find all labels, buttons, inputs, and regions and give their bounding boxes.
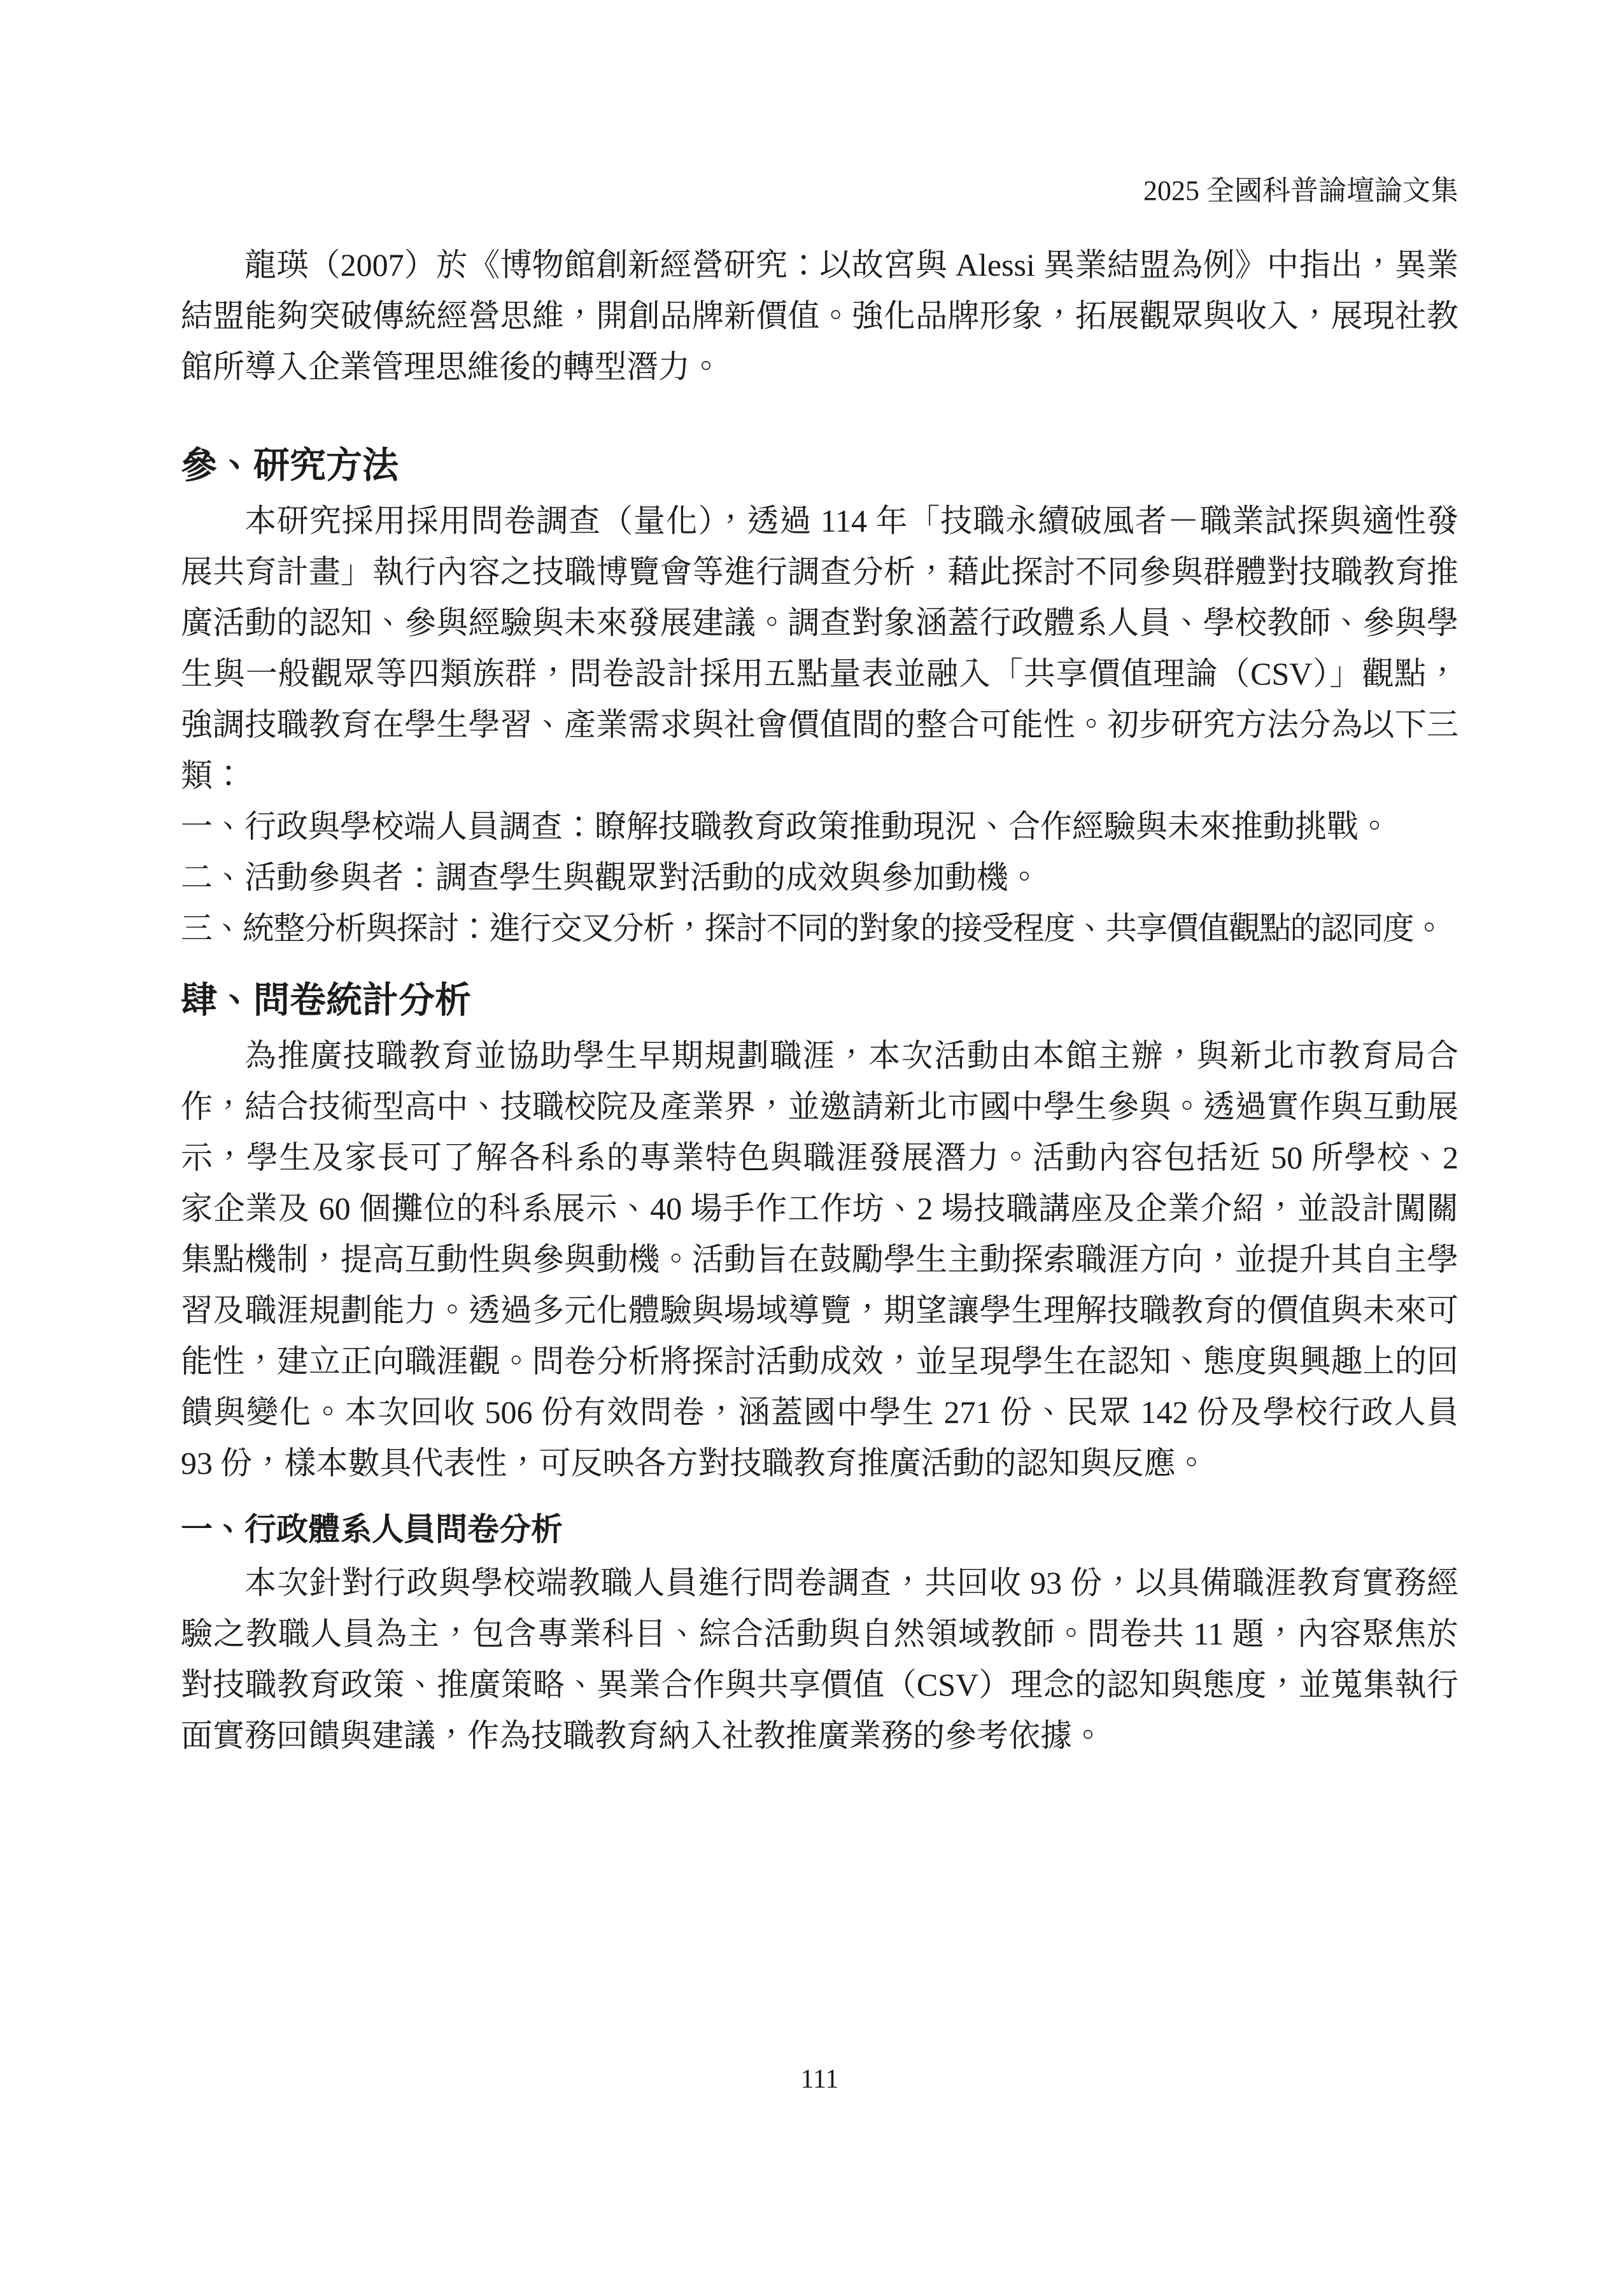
list-item-1: 一、行政與學校端人員調查：瞭解技職教育政策推動現況、合作經驗與未來推動挑戰。 <box>181 809 1390 844</box>
page-number: 111 <box>800 2065 839 2094</box>
section-heading-methods: 參、研究方法 <box>181 446 399 486</box>
subsection-heading-admin-survey: 一、行政體系人員問卷分析 <box>181 1511 563 1547</box>
survey-paragraph: 為推廣技職教育並協助學生早期規劃職涯，本次活動由本館主辦，與新北市教育局合作，結合技術型高中、技職校院及產業界，並邀請新北市國中學生參與。透過實作與互動展示，學生及家長可了解各科系的專業特色與職涯發展潛力。活動內容包括近 50 所學校、2 家企業及 60 個攤位的科系展示、40 場手作工作坊、2 場技職講座及企業介紹，並設計闖關集點機制，提高互動性與參與動機。活動旨在鼓勵學生主動探索職涯方向，並提升其自主學習及職涯規劃能力。透過多元化體驗與場域導覽，期望讓學生理解技職教育的價值與未來可能性，建立正向職涯觀。問卷分析將探討活動成效，並呈現學生在認知、態度與興趣上的回饋與變化。本次回收 506 份有效問卷，涵蓋國中學生 271 份、民眾 142 份及學校行政人員 93 份，樣本數具代表性，可反映各方對技職教育推廣活動的認知與反應。 <box>181 1038 1458 1481</box>
admin-survey-paragraph: 本次針對行政與學校端教職人員進行問卷調查，共回收 93 份，以具備職涯教育實務經驗之教職人員為主，包含專業科目、綜合活動與自然領域教師。問卷共 11 題，內容聚焦於對技職教育政策、推廣策略、異業合作與共享價值（CSV）理念的認知與態度，並蒐集執行面實務回饋與建議，作為技職教育納入社教推廣業務的參考依據。 <box>181 1565 1458 1753</box>
section-heading-survey: 肆、問卷統計分析 <box>181 980 471 1021</box>
list-item-3: 三、統整分析與探討：進行交叉分析，探討不同的對象的接受程度、共享價值觀點的認同度。 <box>181 910 1444 946</box>
intro-paragraph: 龍瑛（2007）於《博物館創新經營研究：以故宮與 Alessi 異業結盟為例》中指出，異業結盟能夠突破傳統經營思維，開創品牌新價值。強化品牌形象，拓展觀眾與收入，展現社教館所導入企業管理思維後的轉型潛力。 <box>181 247 1458 385</box>
methods-paragraph: 本研究採用採用問卷調查（量化），透過 114 年「技職永續破風者－職業試探與適性發展共育計畫」執行內容之技職博覽會等進行調查分析，藉此探討不同參與群體對技職教育推廣活動的認知、參與經驗與未來發展建議。調查對象涵蓋行政體系人員、學校教師、參與學生與一般觀眾等四類族群，問卷設計採用五點量表並融入「共享價值理論（CSV）」觀點，強調技職教育在學生學習、產業需求與社會價值間的整合可能性。初步研究方法分為以下三類： <box>181 503 1458 793</box>
list-item-2: 二、活動參與者：調查學生與觀眾對活動的成效與參加動機。 <box>181 860 1040 895</box>
running-header-title: 2025 全國科普論壇論文集 <box>1143 175 1458 206</box>
methods-list <box>181 801 1458 954</box>
